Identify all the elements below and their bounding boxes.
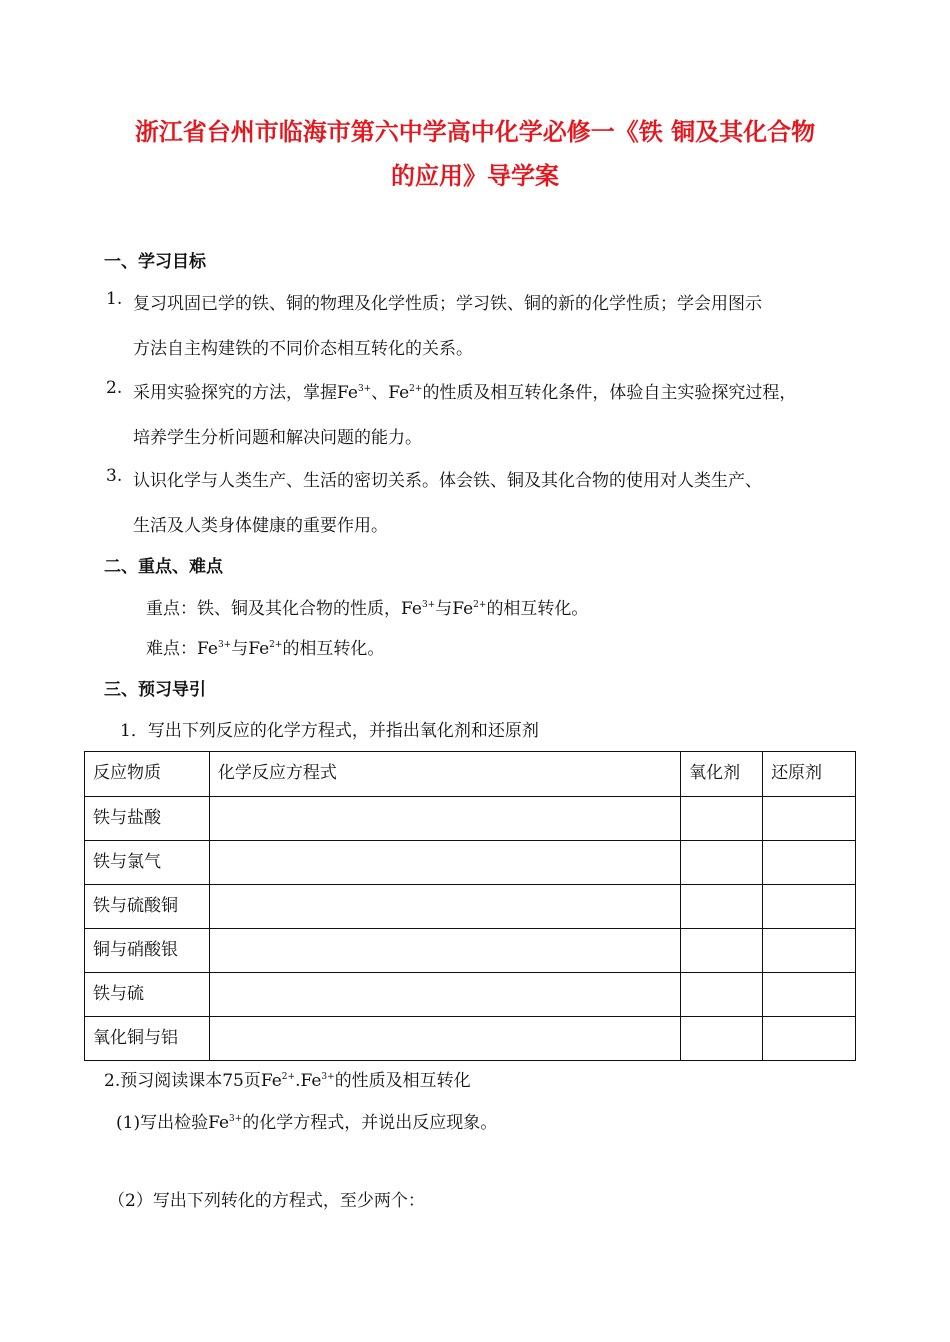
equation-cell[interactable]: [209, 1017, 680, 1061]
oxidant-cell[interactable]: [681, 885, 763, 929]
reductant-cell[interactable]: [763, 885, 856, 929]
table-header-cell: 化学反应方程式: [209, 752, 680, 797]
table-row: [85, 885, 856, 929]
table-row: [85, 973, 856, 1017]
difficulty-text: 难点：$Fe^{3+}$与$Fe^{2+}$的相互转化。: [146, 639, 385, 659]
objective-2-line1: 采用实验探究的方法，掌握$Fe^{3+}$、$Fe^{2+}$的性质及相互转化条件，体验自主实验探究过程，: [133, 383, 797, 403]
table-header-cell: 还原剂: [763, 752, 856, 797]
reductant-cell[interactable]: [763, 929, 856, 973]
objective-number: 1.: [106, 289, 123, 309]
objective-3-line1: 认识化学与人类生产、生活的密切关系。体会铁、铜及其化合物的使用对人类生产、: [133, 471, 762, 491]
document-title-line2: 的应用》导学案: [391, 162, 559, 190]
objective-number: 3.: [106, 466, 123, 486]
section-heading-objectives: 一、学习目标: [104, 252, 206, 272]
reactant-cell: 铁与氯气: [85, 841, 210, 885]
equation-cell[interactable]: [209, 973, 680, 1017]
objective-2-line2: 培养学生分析问题和解决问题的能力。: [133, 428, 422, 448]
reactant-cell: 铜与硝酸银: [85, 929, 210, 973]
table-header-cell: 氧化剂: [681, 752, 763, 797]
oxidant-cell[interactable]: [681, 1017, 763, 1061]
question-2-1-text: (1)写出检验$Fe^{3+}$的化学方程式，并说出反应现象。: [116, 1113, 498, 1133]
section-heading-preview: 三、预习导引: [104, 680, 206, 700]
document-title-line1: 浙江省台州市临海市第六中学高中化学必修一《铁 铜及其化合物: [134, 118, 816, 146]
oxidant-cell[interactable]: [681, 797, 763, 841]
table-row: [85, 841, 856, 885]
reactant-cell: 铁与盐酸: [85, 797, 210, 841]
reductant-cell[interactable]: [763, 797, 856, 841]
objective-1-line1: 复习巩固已学的铁、铜的物理及化学性质；学习铁、铜的新的化学性质；学会用图示: [133, 294, 762, 314]
table-header-row: [85, 752, 856, 797]
equation-cell[interactable]: [209, 885, 680, 929]
table-row: [85, 929, 856, 973]
reactant-cell: 氧化铜与铝: [85, 1017, 210, 1061]
key-point-text: 重点：铁、铜及其化合物的性质，$Fe^{3+}$与$Fe^{2+}$的相互转化。: [146, 599, 589, 619]
question-2-2-text: （2）写出下列转化的方程式，至少两个：: [108, 1191, 425, 1211]
oxidant-cell[interactable]: [681, 973, 763, 1017]
table-header-cell: 反应物质: [85, 752, 210, 797]
table-row: [85, 797, 856, 841]
equation-cell[interactable]: [209, 929, 680, 973]
table-row: [85, 1017, 856, 1061]
reductant-cell[interactable]: [763, 1017, 856, 1061]
oxidant-cell[interactable]: [681, 841, 763, 885]
reductant-cell[interactable]: [763, 841, 856, 885]
oxidant-cell[interactable]: [681, 929, 763, 973]
objective-1-line2: 方法自主构建铁的不同价态相互转化的关系。: [133, 339, 473, 359]
reductant-cell[interactable]: [763, 973, 856, 1017]
objective-number: 2.: [106, 378, 123, 398]
equation-cell[interactable]: [209, 841, 680, 885]
reaction-table: [84, 751, 856, 1061]
question-2-text: 2.预习阅读课本75页$Fe^{2+}.Fe^{3+}$的性质及相互转化: [104, 1071, 471, 1091]
equation-cell[interactable]: [209, 797, 680, 841]
objective-3-line2: 生活及人类身体健康的重要作用。: [133, 516, 388, 536]
question-1-text: 1．写出下列反应的化学方程式，并指出氧化剂和还原剂: [120, 721, 539, 741]
section-heading-key-points: 二、重点、难点: [104, 557, 223, 577]
reactant-cell: 铁与硫: [85, 973, 210, 1017]
reactant-cell: 铁与硫酸铜: [85, 885, 210, 929]
